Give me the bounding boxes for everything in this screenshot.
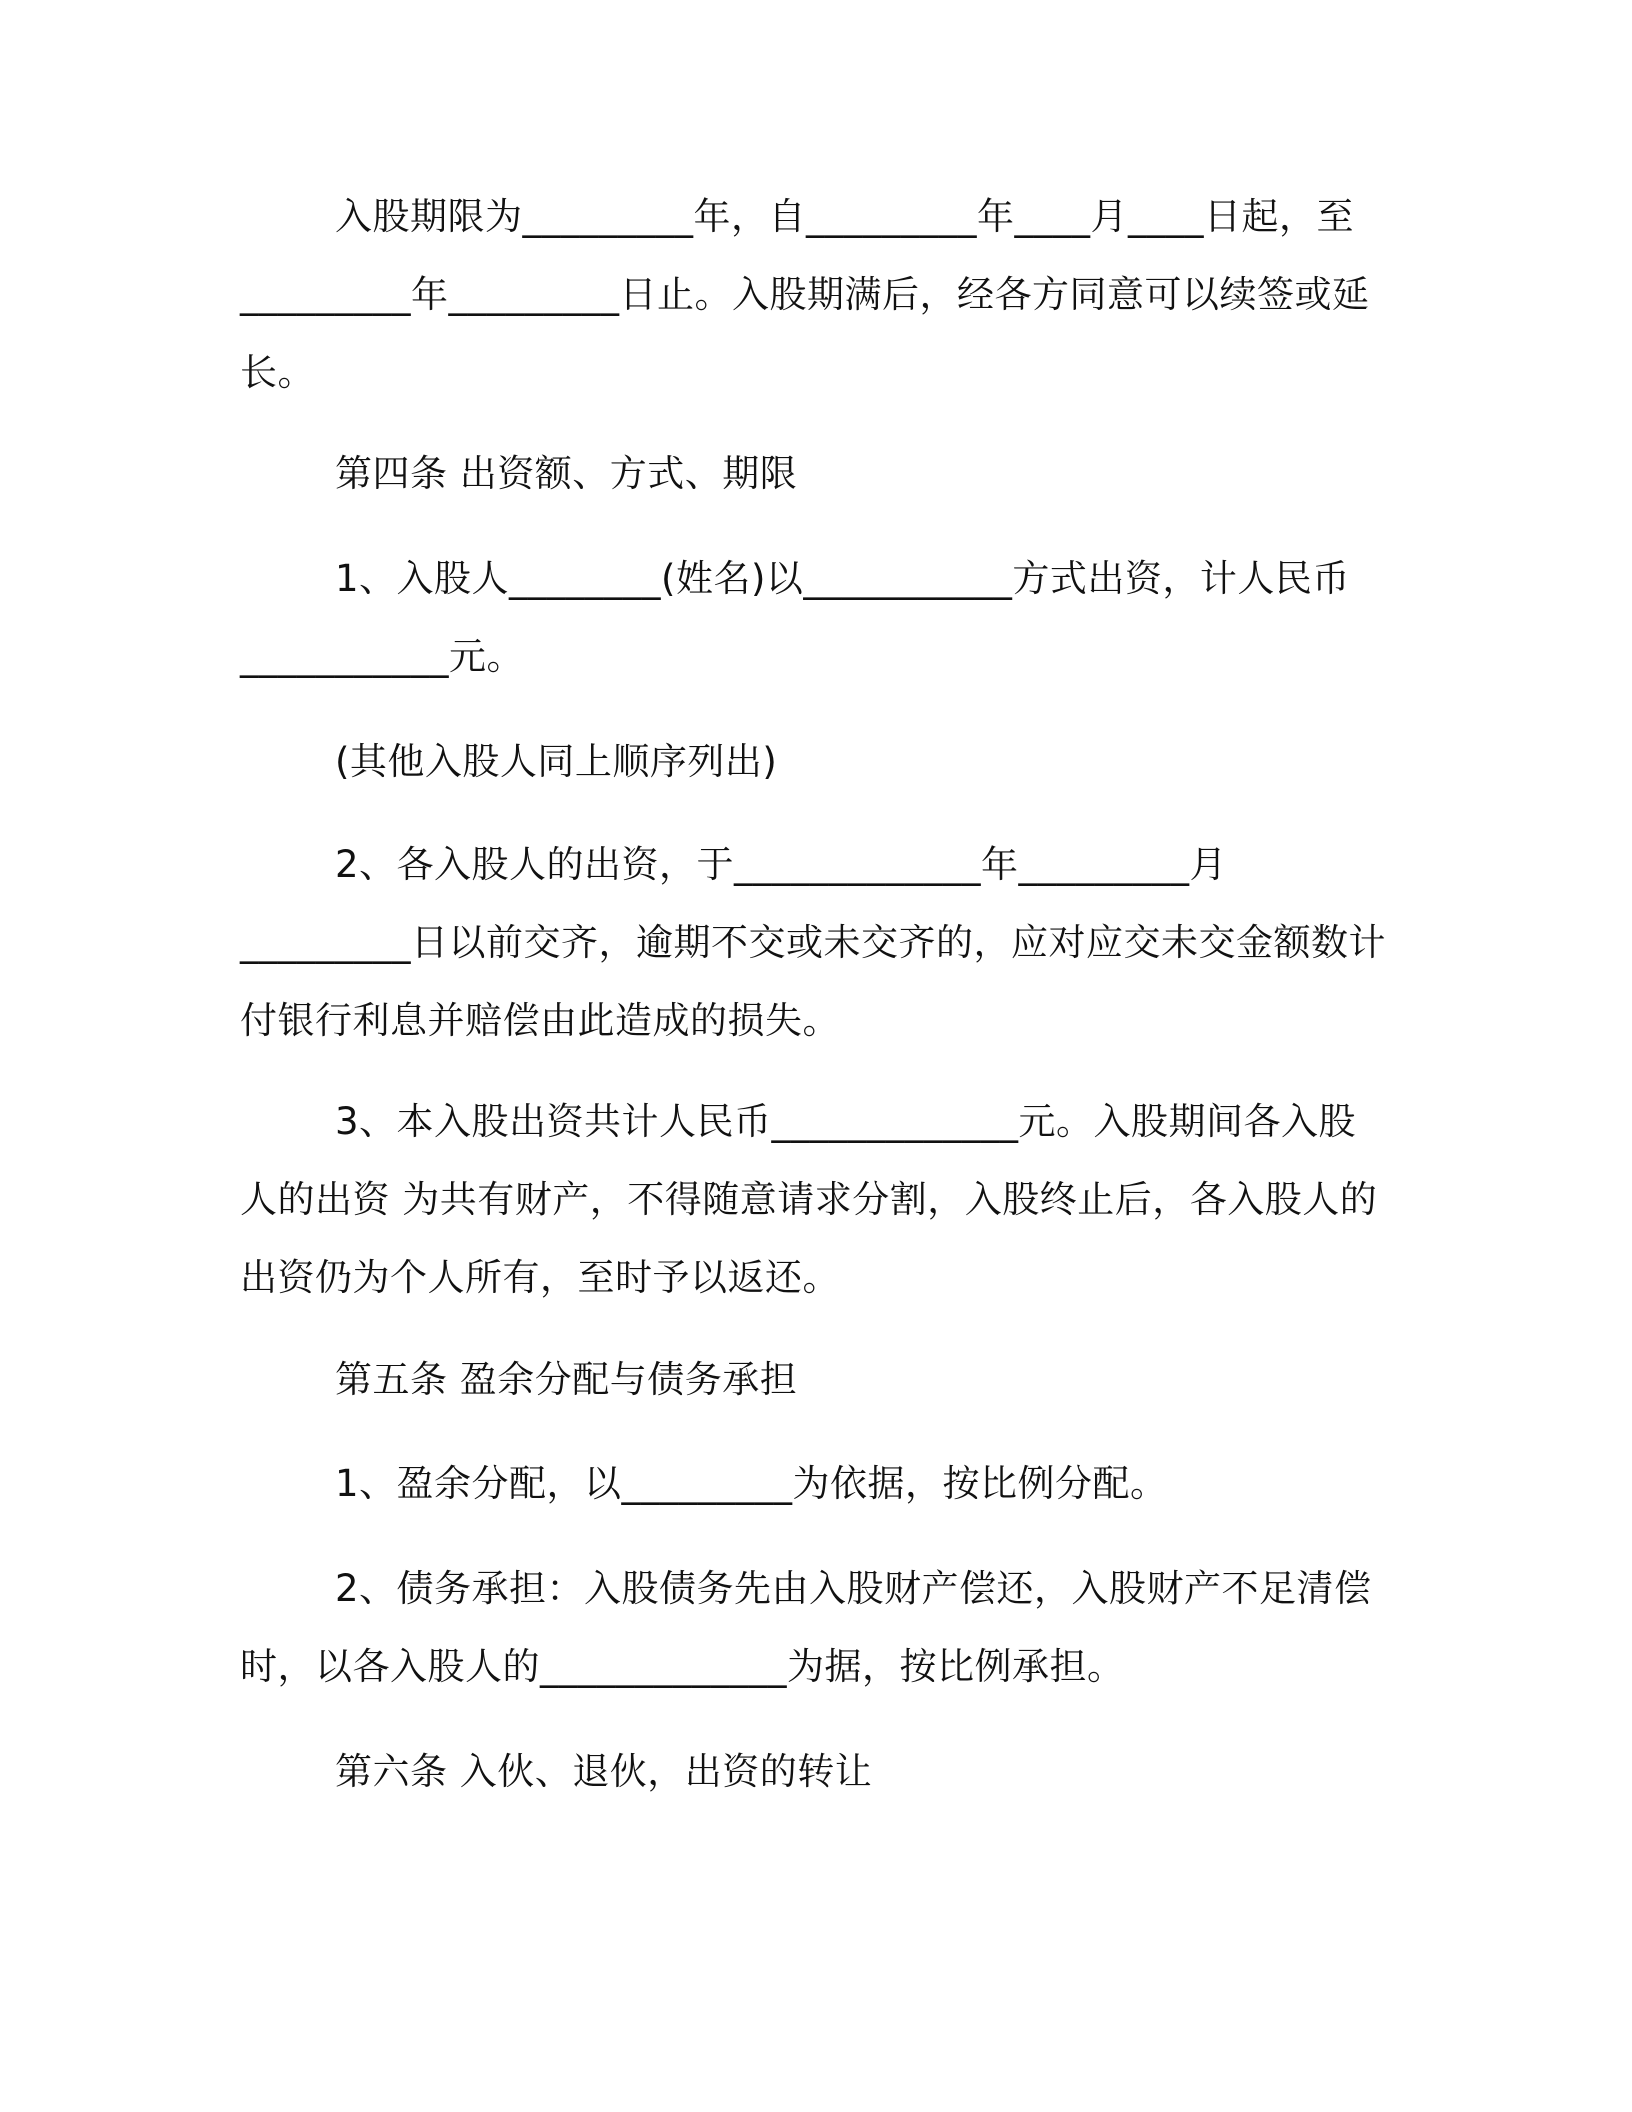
article6-heading bbox=[240, 1733, 1380, 1811]
text-line: 长。 bbox=[240, 351, 315, 394]
text-line: 时，以各入股人的_____________为据，按比例承担。 bbox=[240, 1645, 1125, 1688]
heading-line: 第四条 出资额、方式、期限 bbox=[335, 452, 798, 495]
text-line: 人的出资 为共有财产，不得随意请求分割，入股终止后，各入股人的 bbox=[240, 1178, 1378, 1221]
heading-line: 第五条 盈余分配与债务承担 bbox=[335, 1358, 798, 1401]
text-line: 出资仍为个人所有，至时予以返还。 bbox=[240, 1256, 840, 1299]
paragraph-article5-item1 bbox=[240, 1445, 1380, 1523]
heading-line: 第六条 入伙、退伙，出资的转让 bbox=[335, 1750, 873, 1793]
paragraph-article5-item2 bbox=[240, 1550, 1380, 1706]
text-line: _________日以前交齐，逾期不交或未交齐的，应对应交未交金额数计 bbox=[240, 921, 1386, 964]
article5-heading bbox=[240, 1341, 1380, 1419]
text-line: _________年_________日止。入股期满后，经各方同意可以续签或延 bbox=[240, 273, 1370, 316]
text-line: 2、各入股人的出资，于_____________年_________月 bbox=[335, 843, 1228, 886]
text-line: 入股期限为_________年，自_________年____月____日起，至 bbox=[335, 195, 1354, 238]
paragraph-article4-item3 bbox=[240, 1083, 1380, 1317]
text-line: 1、盈余分配，以_________为依据，按比例分配。 bbox=[335, 1462, 1168, 1505]
text-line: ___________元。 bbox=[240, 635, 524, 678]
text-line: 1、入股人________(姓名)以___________方式出资，计人民币 bbox=[335, 557, 1350, 600]
text-line: 2、债务承担：入股债务先由入股财产偿还，入股财产不足清偿 bbox=[335, 1567, 1372, 1610]
article4-heading bbox=[240, 435, 1380, 513]
paragraph-article4-item2 bbox=[240, 826, 1386, 1060]
text-line: 3、本入股出资共计人民币_____________元。入股期间各入股 bbox=[335, 1100, 1357, 1143]
paragraph-article4-item1 bbox=[240, 540, 1380, 696]
text-line: 付银行利息并赔偿由此造成的损失。 bbox=[240, 999, 840, 1042]
paragraph-article4-note bbox=[240, 723, 1380, 801]
paragraph-term bbox=[240, 178, 1380, 412]
text-line: (其他入股人同上顺序列出) bbox=[335, 740, 778, 783]
